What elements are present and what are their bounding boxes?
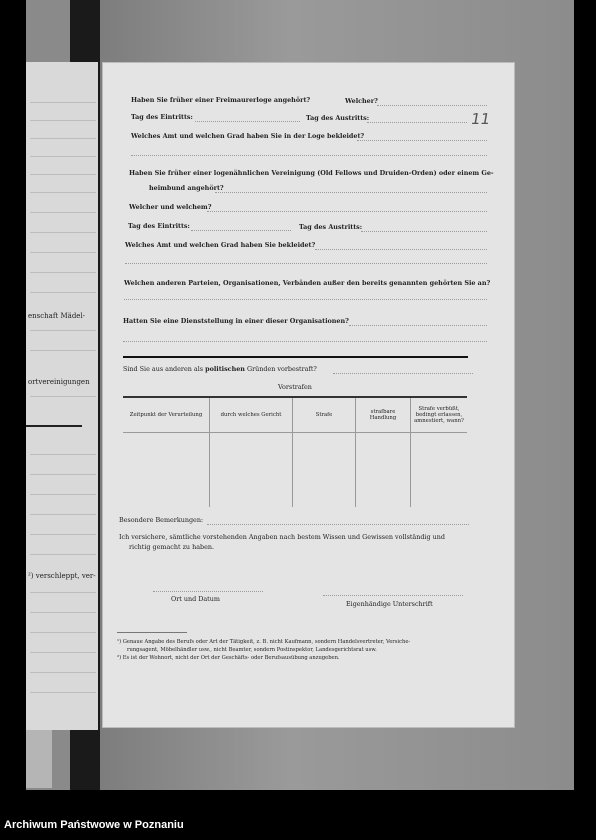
table-cell	[123, 433, 210, 508]
form-line	[30, 292, 96, 293]
footnote-2: ²) Es ist der Wohnort, nicht der Ort der Geschäfts- oder Berufsausübung anzugeben.	[117, 655, 340, 661]
form-line	[30, 350, 96, 351]
label-place-and-date: Ort und Datum	[171, 595, 220, 603]
label-entry-date: Tag des Eintritts:	[131, 113, 193, 121]
question-convictions-post: Gründen vorbestraft?	[246, 365, 317, 373]
question-lodge-like-association-cont: heimbund angehört?	[149, 184, 224, 192]
answer-line	[357, 140, 487, 141]
footnote-divider	[117, 632, 187, 633]
form-line	[30, 272, 96, 273]
question-freemason-lodge: Haben Sie früher einer Freimaurerloge angehört?	[131, 96, 311, 104]
answer-line	[367, 122, 467, 123]
answer-line	[131, 155, 487, 156]
answer-line	[191, 230, 291, 231]
footnote-1-cont: rungsagent, Möbelhändler usw., nicht Beamter, sondern Postinspektor, Landesgerichtsrat usw.	[127, 647, 377, 653]
assurance-statement: Ich versichere, sämtliche vorstehenden Angaben nach bestem Wissen und Gewissen vollständig und	[119, 533, 445, 541]
answer-line	[349, 325, 487, 326]
question-convictions-bold: politischen	[205, 365, 245, 373]
form-line	[30, 534, 96, 535]
answer-line	[333, 373, 473, 374]
label-signature: Eigenhändige Unterschrift	[346, 600, 433, 608]
column-header-served: Strafe verbüßt, bedingt erlassen, amnestiert, wann?	[411, 397, 468, 433]
form-line	[30, 174, 96, 175]
column-header-court: durch welches Gericht	[210, 397, 293, 433]
answer-line	[125, 263, 487, 264]
form-line	[30, 232, 96, 233]
label-special-remarks: Besondere Bemerkungen:	[119, 516, 204, 524]
table-cell	[411, 433, 468, 508]
question-which-lodge: Welcher?	[345, 97, 378, 105]
previous-convictions-table	[123, 396, 467, 507]
table-cell	[356, 433, 411, 508]
answer-line	[377, 105, 487, 106]
question-association-office: Welches Amt und welchen Grad haben Sie bekleidet?	[125, 241, 316, 249]
question-convictions-pre: Sind Sie aus anderen als	[123, 365, 204, 373]
form-line	[30, 474, 96, 475]
answer-line	[195, 121, 300, 122]
form-line	[30, 454, 96, 455]
archive-label: Archiwum Państwowe w Poznaniu	[4, 819, 184, 831]
left-page-text: ortvereinigungen	[28, 378, 90, 386]
place-date-line	[153, 591, 263, 592]
form-line	[30, 102, 96, 103]
answer-line	[215, 192, 487, 193]
form-line	[30, 212, 96, 213]
question-previous-convictions	[123, 365, 317, 373]
form-line	[30, 330, 96, 331]
table-header-row	[123, 397, 467, 433]
assurance-statement-cont: richtig gemacht zu haben.	[129, 543, 215, 551]
footnote-1: ¹) Genaue Angabe des Berufs oder Art der Tätigkeit, z. B. nicht Kaufmann, sondern Handelsvertreter, Versiche-	[117, 639, 411, 645]
form-line	[30, 396, 96, 397]
form-line	[30, 156, 96, 157]
form-line	[30, 612, 96, 613]
table-title-previous-convictions: Vorstrafen	[278, 383, 312, 391]
table-cell	[293, 433, 356, 508]
label-exit-date: Tag des Austritts:	[306, 114, 370, 122]
question-service-position: Hatten Sie eine Dienststellung in einer dieser Organisationen?	[123, 317, 349, 325]
form-line	[30, 192, 96, 193]
question-other-organisations: Welchen anderen Parteien, Organisationen, Verbänden außer den bereits genannten gehörten Sie an?	[124, 279, 491, 287]
form-line	[30, 494, 96, 495]
form-line	[30, 138, 96, 139]
form-line	[30, 592, 96, 593]
signature-line	[323, 595, 463, 596]
label-exit-date-2: Tag des Austritts:	[299, 223, 363, 231]
question-which-association: Welcher und welchem?	[129, 203, 212, 211]
label-entry-date-2: Tag des Eintritts:	[128, 222, 190, 230]
answer-line	[361, 231, 487, 232]
form-line	[30, 692, 96, 693]
left-page-text: ²) verschleppt, ver-	[28, 572, 96, 580]
question-lodge-office: Welches Amt und welchen Grad haben Sie in der Loge bekleidet?	[131, 132, 365, 140]
handwritten-page-number: 11	[469, 110, 492, 128]
answer-line	[123, 341, 487, 342]
section-divider	[123, 356, 468, 358]
questionnaire-page	[103, 63, 514, 727]
answer-line	[207, 524, 469, 525]
answer-line	[207, 211, 487, 212]
form-line	[30, 632, 96, 633]
column-header-offence: strafbare Handlung	[356, 397, 411, 433]
left-page-rule	[26, 425, 82, 427]
column-header-date: Zeitpunkt der Verurteilung	[123, 397, 210, 433]
table-cell	[210, 433, 293, 508]
table-row	[123, 433, 467, 508]
form-line	[30, 252, 96, 253]
form-line	[30, 672, 96, 673]
left-page-fragment	[26, 62, 98, 730]
answer-line	[315, 249, 487, 250]
archive-banner	[0, 810, 596, 840]
column-header-penalty: Strafe	[293, 397, 356, 433]
form-line	[30, 120, 96, 121]
answer-line	[124, 299, 487, 300]
form-line	[30, 514, 96, 515]
form-line	[30, 652, 96, 653]
left-page-text: enschaft Mädel-	[28, 312, 86, 320]
left-page-edge	[26, 730, 52, 788]
question-lodge-like-association: Haben Sie früher einer logenähnlichen Vereinigung (Old Fellows und Druiden-Orden) oder einem Ge-	[129, 169, 494, 177]
form-line	[30, 554, 96, 555]
